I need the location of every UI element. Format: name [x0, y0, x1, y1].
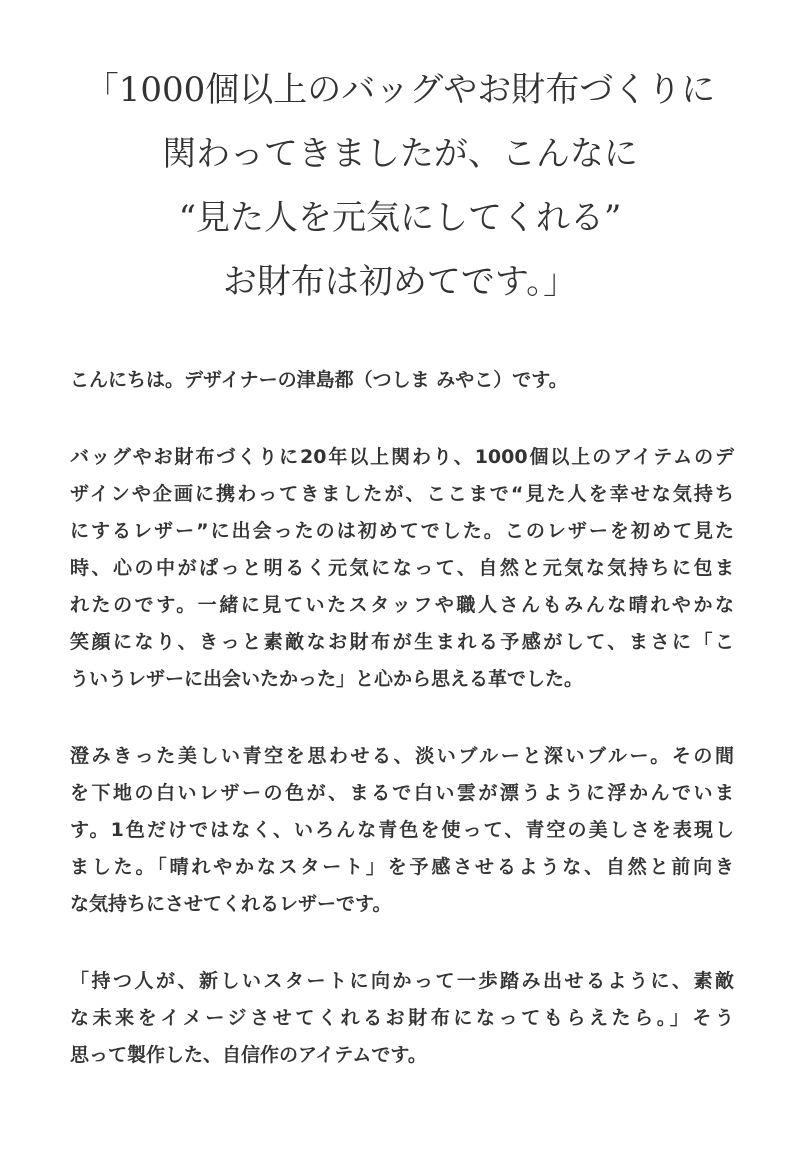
paragraph-line: な未来をイメージさせてくれるお財布になってもらえたら。」そう	[70, 1007, 734, 1029]
paragraph-line: バッグやお財布づくりに20年以上関わり、1000個以上のアイテムのデ	[70, 446, 734, 468]
paragraph-line: 澄みきった美しい青空を思わせる、淡いブルーと深いブルー。その間	[70, 745, 734, 767]
paragraph-line: 「持つ人が、新しいスタートに向かって一歩踏み出せるように、素敵	[70, 970, 734, 992]
paragraph-line: ました。「晴れやかなスタート」を予感させるような、自然と前向き	[70, 856, 734, 878]
paragraph-line: な気持ちにさせてくれるレザーです。	[70, 893, 392, 915]
quote-heading-line: 「1000個以上のバッグやお財布づくりに	[84, 70, 716, 110]
quote-heading-line: お財布は初めてです。」	[222, 262, 578, 302]
paragraph-line: こんにちは。デザイナーの津島都（つしま みやこ）です。	[70, 369, 568, 391]
paragraph-experience	[70, 439, 734, 698]
paragraph-line: ういうレザーに出会いたかった」と心から思える革でした。	[70, 668, 584, 690]
paragraph-line: す。1色だけではなく、いろんな青色を使って、青空の美しさを表現し	[70, 819, 734, 841]
quote-heading-line: 関わってきましたが、こんなに	[162, 134, 638, 174]
body-text	[70, 362, 734, 1114]
paragraph-line: を下地の白いレザーの色が、まるで白い雲が漂うように浮かんでいま	[70, 782, 734, 804]
paragraph-line: 笑顔になり、きっと素敵なお財布が生まれる予感がして、まさに「こ	[70, 631, 734, 653]
paragraph-line: 時、心の中がぱっと明るく元気になって、自然と元気な気持ちに包ま	[70, 557, 734, 579]
paragraph-leather-color	[70, 738, 734, 923]
paragraph-line: 思って製作した、自信作のアイテムです。	[70, 1044, 427, 1066]
quote-heading-line: “見た人を元気にしてくれる”	[178, 198, 622, 238]
paragraph-line: にするレザー”に出会ったのは初めてでした。このレザーを初めて見た	[70, 520, 734, 542]
quote-heading	[0, 58, 800, 314]
paragraph-closing	[70, 963, 734, 1074]
paragraph-line: ザインや企画に携わってきましたが、ここまで“見た人を幸せな気持ち	[70, 483, 734, 505]
paragraph-greeting	[70, 362, 734, 399]
paragraph-line: れたのです。一緒に見ていたスタッフや職人さんもみんな晴れやかな	[70, 594, 734, 616]
